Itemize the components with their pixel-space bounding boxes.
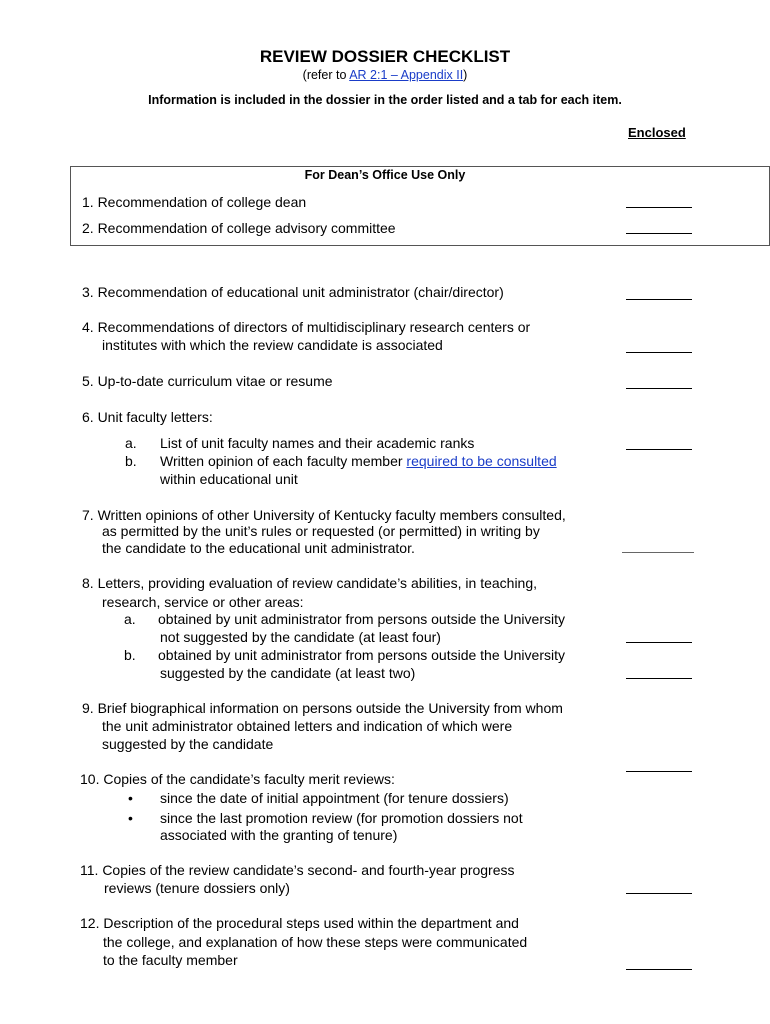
item-12-checkline[interactable] [626, 969, 692, 970]
item-8-label: 8. Letters, providing evaluation of review candidate’s abilities, in teaching, [82, 575, 538, 591]
item-6-checkline[interactable] [626, 449, 692, 450]
item-5-label: 5. Up-to-date curriculum vitae or resume [82, 373, 333, 389]
item-9-label-cont2: suggested by the candidate [102, 736, 274, 752]
item-6b-label-cont: within educational unit [160, 471, 298, 487]
item-3-checkline[interactable] [626, 299, 692, 300]
item-10-bullet-1-text: since the date of initial appointment (for tenure dossiers) [160, 790, 509, 806]
item-9-label: 9. Brief biographical information on persons outside the University from whom [82, 700, 563, 716]
item-6a-marker: a. [125, 435, 137, 451]
item-10-bullet-2-text: since the last promotion review (for promotion dossiers not [160, 810, 523, 826]
enclosed-column-header: Enclosed [628, 125, 686, 140]
item-7-checkline[interactable] [622, 552, 694, 553]
item-8b-checkline[interactable] [626, 678, 692, 679]
item-1-label: 1. Recommendation of college dean [82, 194, 307, 210]
required-consulted-link[interactable]: required to be consulted [406, 453, 557, 469]
item-4-checkline[interactable] [626, 352, 692, 353]
subtitle [0, 68, 770, 82]
item-6a-label: List of unit faculty names and their academic ranks [160, 435, 475, 451]
appendix-link[interactable]: AR 2:1 – Appendix II [349, 68, 464, 82]
item-8b-label-cont: suggested by the candidate (at least two) [160, 665, 416, 681]
item-9-checkline[interactable] [626, 771, 692, 772]
item-4-label-cont: institutes with which the review candidate is associated [102, 337, 443, 353]
item-8b-label: obtained by unit administrator from persons outside the University [158, 647, 565, 663]
item-11-label-cont: reviews (tenure dossiers only) [104, 880, 290, 896]
item-2-label: 2. Recommendation of college advisory committee [82, 220, 396, 236]
document-title: REVIEW DOSSIER CHECKLIST [259, 47, 511, 66]
deans-office-heading: For Dean’s Office Use Only [304, 168, 466, 182]
item-6b-text: Written opinion of each faculty member [160, 453, 407, 469]
item-7-label: 7. Written opinions of other University of Kentucky faculty members consulted, [82, 507, 566, 523]
item-12-label: 12. Description of the procedural steps used within the department and [80, 915, 519, 931]
item-10-bullet-2-cont: associated with the granting of tenure) [160, 827, 398, 843]
item-7-label-cont1: as permitted by the unit’s rules or requested (or permitted) in writing by [102, 523, 540, 539]
item-8a-label-cont: not suggested by the candidate (at least four) [160, 629, 441, 645]
item-12-label-cont1: the college, and explanation of how these steps were communicated [103, 934, 528, 950]
item-8-label-cont: research, service or other areas: [102, 594, 304, 610]
item-8a-checkline[interactable] [626, 642, 692, 643]
item-11-checkline[interactable] [626, 893, 692, 894]
item-10-bullet-1: • [128, 790, 133, 806]
item-6b-label [160, 452, 557, 470]
item-10-label: 10. Copies of the candidate’s faculty merit reviews: [80, 771, 395, 787]
item-8a-label: obtained by unit administrator from persons outside the University [158, 611, 565, 627]
instructions: Information is included in the dossier in the order listed and a tab for each item. [148, 93, 622, 107]
item-4-label: 4. Recommendations of directors of multidisciplinary research centers or [82, 319, 531, 335]
item-12-label-cont2: to the faculty member [103, 952, 238, 968]
item-9-label-cont1: the unit administrator obtained letters and indication of which were [102, 718, 513, 734]
item-5-checkline[interactable] [626, 388, 692, 389]
item-2-checkline[interactable] [626, 233, 692, 234]
item-3-label: 3. Recommendation of educational unit administrator (chair/director) [82, 284, 504, 300]
item-7-label-cont2: the candidate to the educational unit administrator. [102, 540, 415, 556]
subtitle-prefix: (refer to [302, 68, 350, 82]
item-6b-marker: b. [125, 453, 137, 469]
item-8b-marker: b. [124, 647, 136, 663]
item-1-checkline[interactable] [626, 207, 692, 208]
subtitle-suffix: ) [463, 68, 468, 82]
item-8a-marker: a. [124, 611, 136, 627]
item-6-label: 6. Unit faculty letters: [82, 409, 213, 425]
item-10-bullet-2: • [128, 810, 133, 826]
item-11-label: 11. Copies of the review candidate’s second- and fourth-year progress [80, 862, 515, 878]
